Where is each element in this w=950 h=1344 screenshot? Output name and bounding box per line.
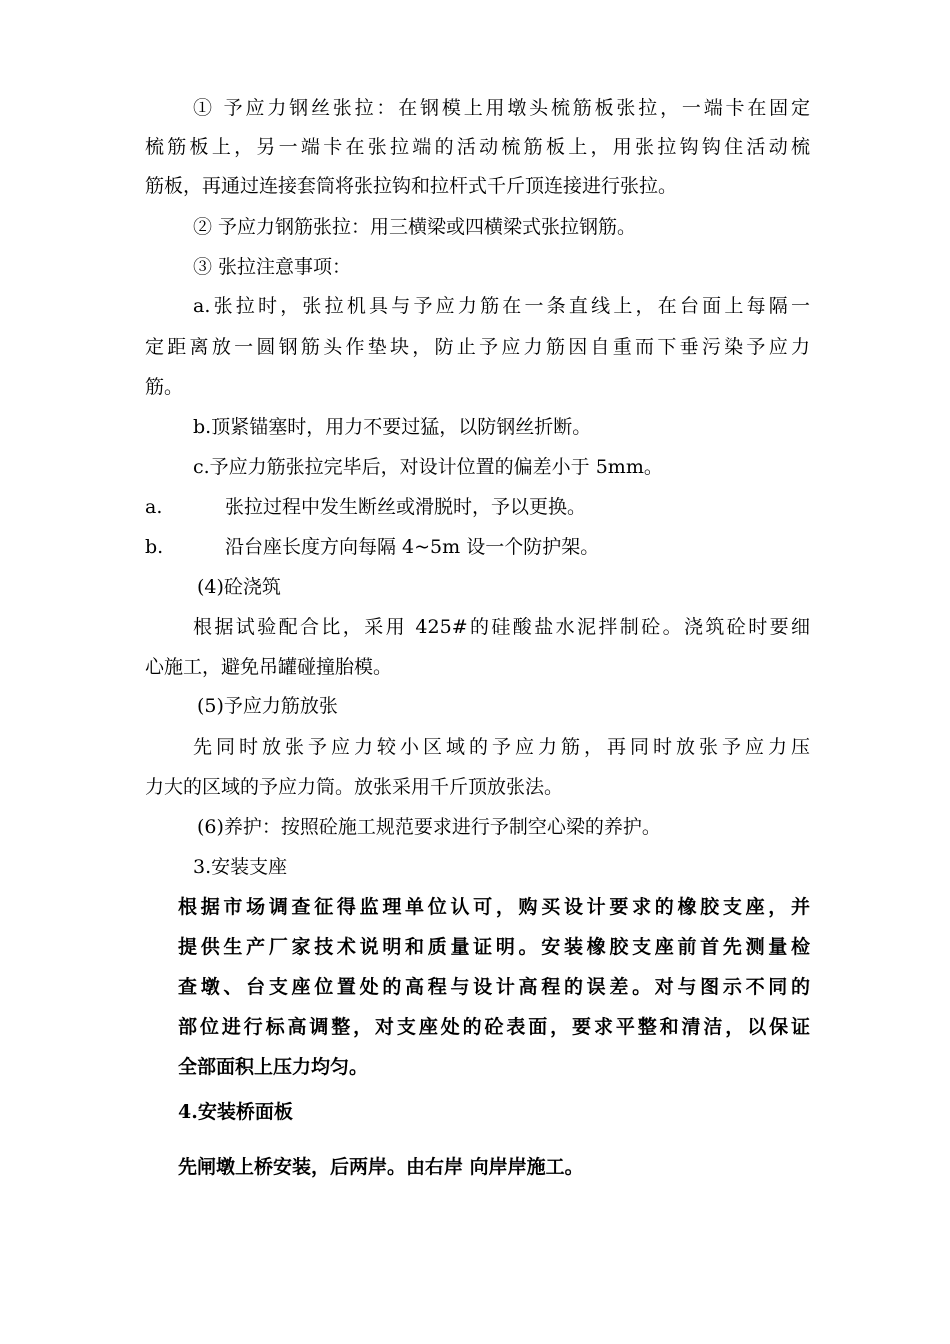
paragraph-line: b.顶紧锚塞时，用力不要过猛，以防钢丝折断。 [193, 416, 592, 438]
paragraph-line: 筋。 [145, 376, 184, 398]
section-heading: (5)予应力筋放张 [197, 695, 338, 717]
paragraph-line: 梳筋板上，另一端卡在张拉端的活动梳筋板上，用张拉钩钩住活动梳 [145, 136, 810, 158]
section-heading: (6)养护：按照砼施工规范要求进行予制空心梁的养护。 [197, 816, 661, 838]
section-heading: 4.安装桥面板 [178, 1101, 293, 1123]
section-heading: 3.安装支座 [193, 856, 288, 878]
paragraph-line: 力大的区域的予应力筒。放张采用千斤顶放张法。 [145, 776, 564, 798]
paragraph-line: 心施工，避免吊罐碰撞胎模。 [145, 656, 393, 678]
bold-paragraph-line: 查墩、台支座位置处的高程与设计高程的误差。对与图示不同的 [178, 976, 810, 998]
bold-paragraph-line: 根据市场调查征得监理单位认可，购买设计要求的橡胶支座，并 [178, 896, 810, 918]
paragraph-line: c.予应力筋张拉完毕后，对设计位置的偏差小于 5mm。 [193, 456, 663, 478]
paragraph-line: ① 予应力钢丝张拉：在钢模上用墩头梳筋板张拉，一端卡在固定 [193, 97, 810, 119]
bold-paragraph-line: 部位进行标高调整，对支座处的砼表面，要求平整和清洁，以保证 [178, 1016, 810, 1038]
section-heading: (4)砼浇筑 [197, 576, 281, 598]
paragraph-line: 根据试验配合比，采用 425#的硅酸盐水泥拌制砼。浇筑砼时要细 [193, 616, 810, 638]
bold-paragraph-line: 全部面积上压力均匀。 [178, 1056, 369, 1078]
paragraph-line: ② 予应力钢筋张拉：用三横梁或四横梁式张拉钢筋。 [193, 216, 637, 238]
list-text: 沿台座长度方向每隔 4~5m 设一个防护架。 [225, 536, 600, 558]
list-marker: a. [145, 496, 163, 518]
list-marker: b. [145, 536, 164, 558]
paragraph-line: 定距离放一圆钢筋头作垫块，防止予应力筋因自重而下垂污染予应力 [145, 336, 810, 358]
bold-paragraph-line: 提供生产厂家技术说明和质量证明。安装橡胶支座前首先测量检 [178, 936, 810, 958]
list-text: 张拉过程中发生断丝或滑脱时，予以更换。 [225, 496, 587, 518]
paragraph-line: 筋板，再通过连接套筒将张拉钩和拉杆式千斤顶连接进行张拉。 [145, 175, 678, 197]
paragraph-line: a.张拉时，张拉机具与予应力筋在一条直线上，在台面上每隔一 [193, 295, 810, 317]
bold-paragraph-line: 先闸墩上桥安装，后两岸。由右岸 向岸岸施工。 [178, 1156, 584, 1178]
paragraph-line: ③ 张拉注意事项： [193, 256, 352, 278]
paragraph-line: 先同时放张予应力较小区域的予应力筋，再同时放张予应力压 [193, 736, 810, 758]
